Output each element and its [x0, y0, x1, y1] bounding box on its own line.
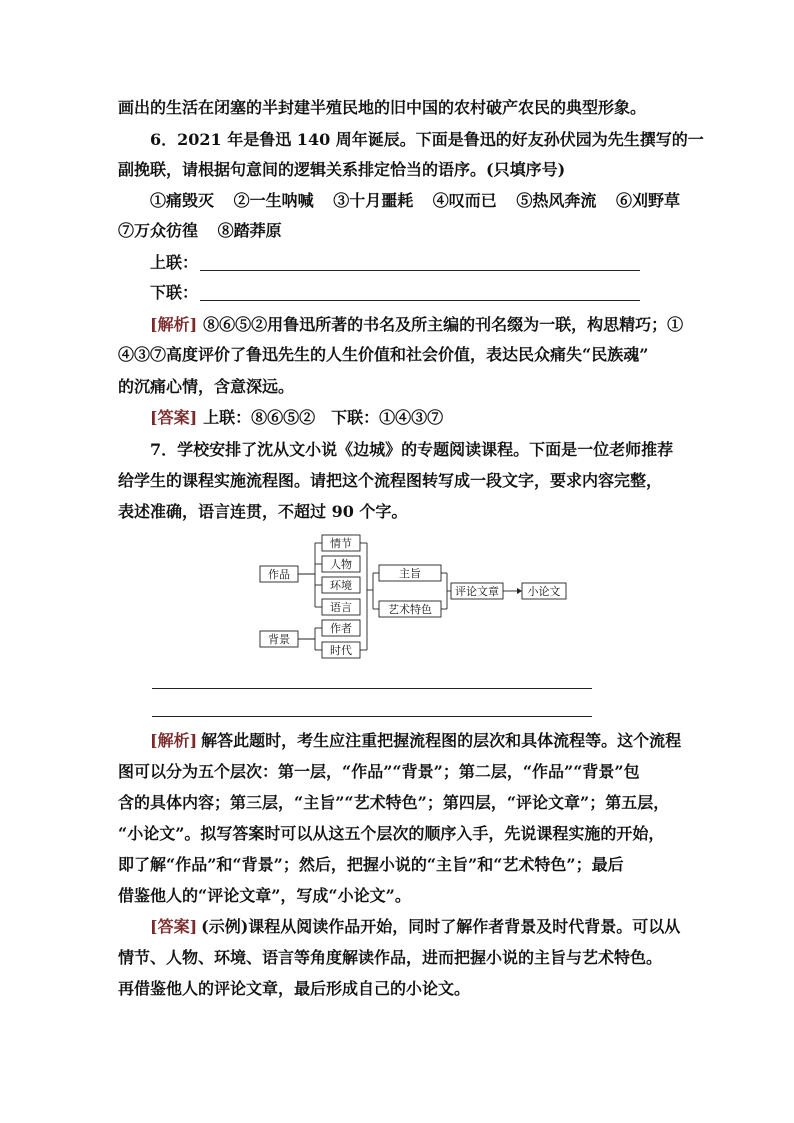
q7-answer-line3-text: 再借鉴他人的评论文章，最后形成自己的小论文。: [118, 979, 471, 998]
q7-analysis-line4: “小论文”。拟写答案时可以从这五个层次的顺序入手，先说课程实施的开始，: [118, 824, 665, 843]
q7-analysis-line3: 含的具体内容；第三层，“主旨”“艺术特色”；第四层，“评论文章”；第五层，: [118, 793, 670, 812]
flow-label-author: 作者: [330, 622, 352, 635]
analysis-tag: [解析]: [150, 315, 198, 334]
flowchart: [255, 532, 575, 662]
q6-lower-label: 下联：: [150, 283, 199, 302]
q6-stem-line1: 6．2021 年是鲁迅 140 周年诞辰。下面是鲁迅的好友孙伏园为先生撰写的一: [150, 130, 704, 149]
flow-label-theme: 主旨: [399, 567, 421, 580]
q6-stem-line2: 副挽联，请根据句意间的逻辑关系排定恰当的语序。(只填序号): [118, 160, 566, 179]
q6-answer-line: [150, 408, 443, 428]
q6-options-row2: [118, 221, 282, 241]
q6-option: ⑥刈野草: [615, 191, 680, 210]
q7-stem-line2: 给学生的课程实施流程图。请把这个流程图转写成一段文字，要求内容完整，: [118, 471, 663, 490]
q7-analysis-line6: 借鉴他人的“评论文章”，写成“小论文”。: [118, 886, 411, 905]
flow-label-review: 评论文章: [455, 585, 499, 598]
q6-option: ⑤热风奔流: [516, 191, 597, 210]
q5-tail-text: 画出的生活在闭塞的半封建半殖民地的旧中国的农村破产农民的典型形象。: [118, 98, 647, 117]
q6-option: ⑧踏莽原: [217, 221, 282, 240]
flow-label-plot: 情节: [330, 537, 352, 550]
q7-answer-line1-text: [150, 917, 680, 937]
q7-analysis-line1: [150, 731, 681, 751]
flow-label-artistic: 艺术特色: [388, 603, 432, 616]
analysis-text: 解答此题时，考生应注重把握流程图的层次和具体流程等。这个流程: [201, 731, 682, 750]
q6-option: ③十月噩耗: [333, 191, 414, 210]
q6-analysis-line3: 的沉痛心情，含意深远。: [118, 377, 295, 396]
answer-tag: [答案]: [150, 408, 198, 427]
flow-label-work: 作品: [268, 568, 290, 581]
q7-answer-line2[interactable]: [152, 716, 592, 717]
q6-lower-answer-line[interactable]: [200, 300, 640, 301]
q7-stem-line3: 表述准确，语言连贯，不超过 90 个字。: [118, 502, 408, 521]
q6-option: ②一生呐喊: [233, 191, 314, 210]
q6-upper-label: 上联：: [150, 253, 199, 272]
flow-label-background: 背景: [268, 633, 290, 646]
q6-options-row1: [150, 191, 680, 211]
q6-option: ①痛毁灭: [150, 191, 215, 210]
answer-text: (示例)课程从阅读作品开始，同时了解作者背景及时代背景。可以从: [201, 917, 681, 936]
q7-answer-line1[interactable]: [152, 688, 592, 689]
q6-analysis-line2: ④③⑦高度评价了鲁迅先生的人生价值和社会价值，表达民众痛失“民族魂”: [118, 345, 649, 364]
analysis-tag: [解析]: [150, 731, 198, 750]
flow-label-setting: 环境: [330, 579, 352, 592]
analysis-text: ⑧⑥⑤②用鲁迅所著的书名及所主编的刊名缀为一联，构思精巧；①: [203, 315, 684, 334]
q6-upper-answer-line[interactable]: [200, 270, 640, 271]
q6-analysis-line1: [150, 315, 683, 335]
q7-analysis-line5: 即了解“作品”和“背景”；然后，把握小说的“主旨”和“艺术特色”；最后: [118, 855, 624, 874]
flow-label-character: 人物: [330, 558, 352, 571]
answer-text: 上联：⑧⑥⑤② 下联：①④③⑦: [203, 408, 444, 427]
flow-label-era: 时代: [330, 644, 352, 657]
flow-label-language: 语言: [330, 601, 352, 614]
q7-analysis-line2: 图可以分为五个层次：第一层，“作品”“背景”；第二层，“作品”“背景”包: [118, 762, 640, 781]
q6-option: ⑦万众彷徨: [118, 221, 199, 240]
answer-tag: [答案]: [150, 917, 198, 936]
q7-stem-line1: 7．学校安排了沈从文小说《边城》的专题阅读课程。下面是一位老师推荐: [150, 440, 674, 459]
q6-option: ④叹而已: [432, 191, 497, 210]
q7-answer-line2-text: 情节、人物、环境、语言等角度解读作品，进而把握小说的主旨与艺术特色。: [118, 948, 663, 967]
flow-label-essay: 小论文: [527, 585, 561, 598]
